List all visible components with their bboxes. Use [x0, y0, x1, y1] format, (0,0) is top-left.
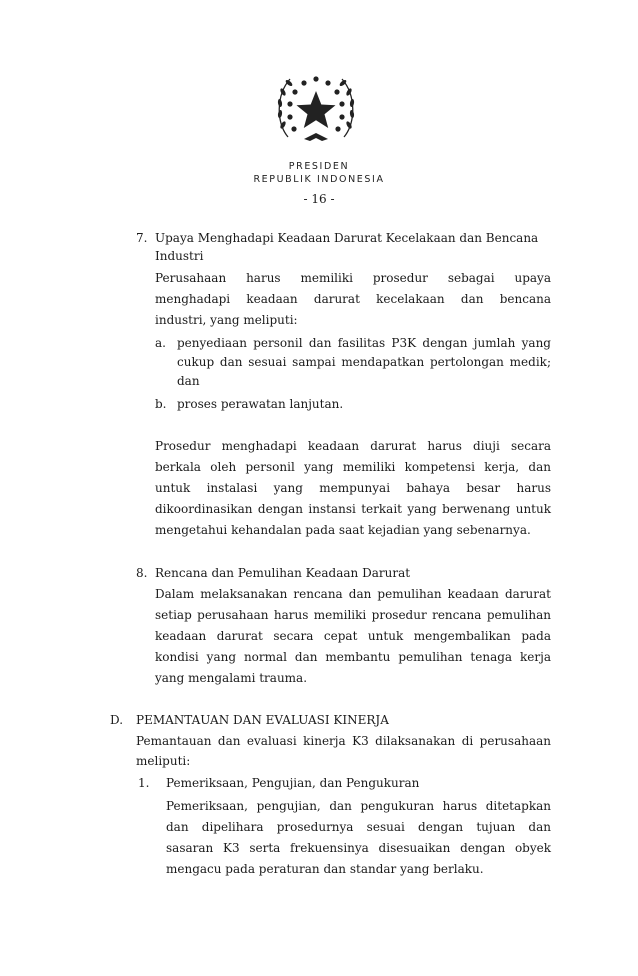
section-d-item-1-line-1: Pemeriksaan, pengujian, dan pengukuran harus ditetapkan	[166, 799, 551, 813]
section-d-intro-line-1: Pemantauan dan evaluasi kinerja K3 dilaksanakan di perusahaan	[136, 734, 551, 748]
section-d-item-1-title: Pemeriksaan, Pengujian, dan Pengukuran	[166, 776, 420, 790]
section-d-title: PEMANTAUAN DAN EVALUASI KINERJA	[136, 713, 389, 727]
section-d-item-1-line-3: sasaran K3 serta frekuensinya disesuaikan dengan obyek	[166, 841, 551, 855]
item-7-paragraph-2-line-5: mengetahui kehandalan pada saat kejadian yang sebenarnya.	[155, 523, 531, 537]
header-title: PRESIDEN	[288, 161, 350, 172]
page-number: - 16 -	[303, 192, 335, 206]
section-d-letter: D.	[110, 713, 124, 727]
garuda-star-emblem-icon	[274, 67, 358, 151]
item-7-paragraph-1-line-1: Perusahaan harus memiliki prosedur sebagai upaya	[155, 271, 551, 285]
item-7-paragraph-2-line-3: untuk instalasi yang mempunyai bahaya besar harus	[155, 481, 551, 495]
item-7-paragraph-1-line-2: menghadapi keadaan darurat kecelakaan dan bencana	[155, 292, 551, 306]
item-8-line-1: Dalam melaksanakan rencana dan pemulihan keadaan darurat	[155, 587, 551, 601]
item-8-line-4: kondisi yang normal dan membantu pemulihan tenaga kerja	[155, 650, 551, 664]
item-8-line-3: keadaan darurat secara cepat untuk mengembalikan pada	[155, 629, 551, 643]
item-7-a-line-3: dan	[177, 374, 200, 388]
item-7-b-label: b.	[155, 397, 167, 411]
item-8-title: Rencana dan Pemulihan Keadaan Darurat	[155, 566, 411, 580]
item-7-b-line-1: proses perawatan lanjutan.	[177, 397, 344, 411]
item-7-title-line-1: Upaya Menghadapi Keadaan Darurat Kecelakaan dan Bencana	[155, 231, 539, 245]
item-7-paragraph-2-line-2: berkala oleh personil yang memiliki kompetensi kerja, dan	[155, 460, 551, 474]
section-d-item-1-line-2: dan dipelihara prosedurnya sesuai dengan tujuan dan	[166, 820, 551, 834]
section-d-intro-line-2: meliputi:	[136, 754, 191, 768]
item-7-a-label: a.	[155, 336, 166, 350]
header-subtitle: REPUBLIK INDONESIA	[253, 174, 385, 185]
item-7-paragraph-1-line-3: industri, yang meliputi:	[155, 313, 298, 327]
item-8-line-5: yang mengalami trauma.	[155, 671, 308, 685]
section-d-item-1-line-4: mengacu pada peraturan dan standar yang berlaku.	[166, 862, 484, 876]
item-7-number: 7.	[136, 231, 148, 245]
item-7-paragraph-2-line-4: dikoordinasikan dengan instansi terkait yang berwenang untuk	[155, 502, 551, 516]
item-8-line-2: setiap perusahaan harus memiliki prosedur rencana pemulihan	[155, 608, 551, 622]
item-7-a-line-2: cukup dan sesuai sampai mendapatkan pertolongan medik;	[177, 355, 551, 369]
item-7-a-line-1: penyediaan personil dan fasilitas P3K dengan jumlah yang	[177, 336, 551, 350]
item-7-title-line-2: Industri	[155, 249, 204, 263]
item-8-number: 8.	[136, 566, 148, 580]
section-d-item-1-number: 1.	[138, 776, 150, 790]
item-7-paragraph-2-line-1: Prosedur menghadapi keadaan darurat harus diuji secara	[155, 439, 551, 453]
